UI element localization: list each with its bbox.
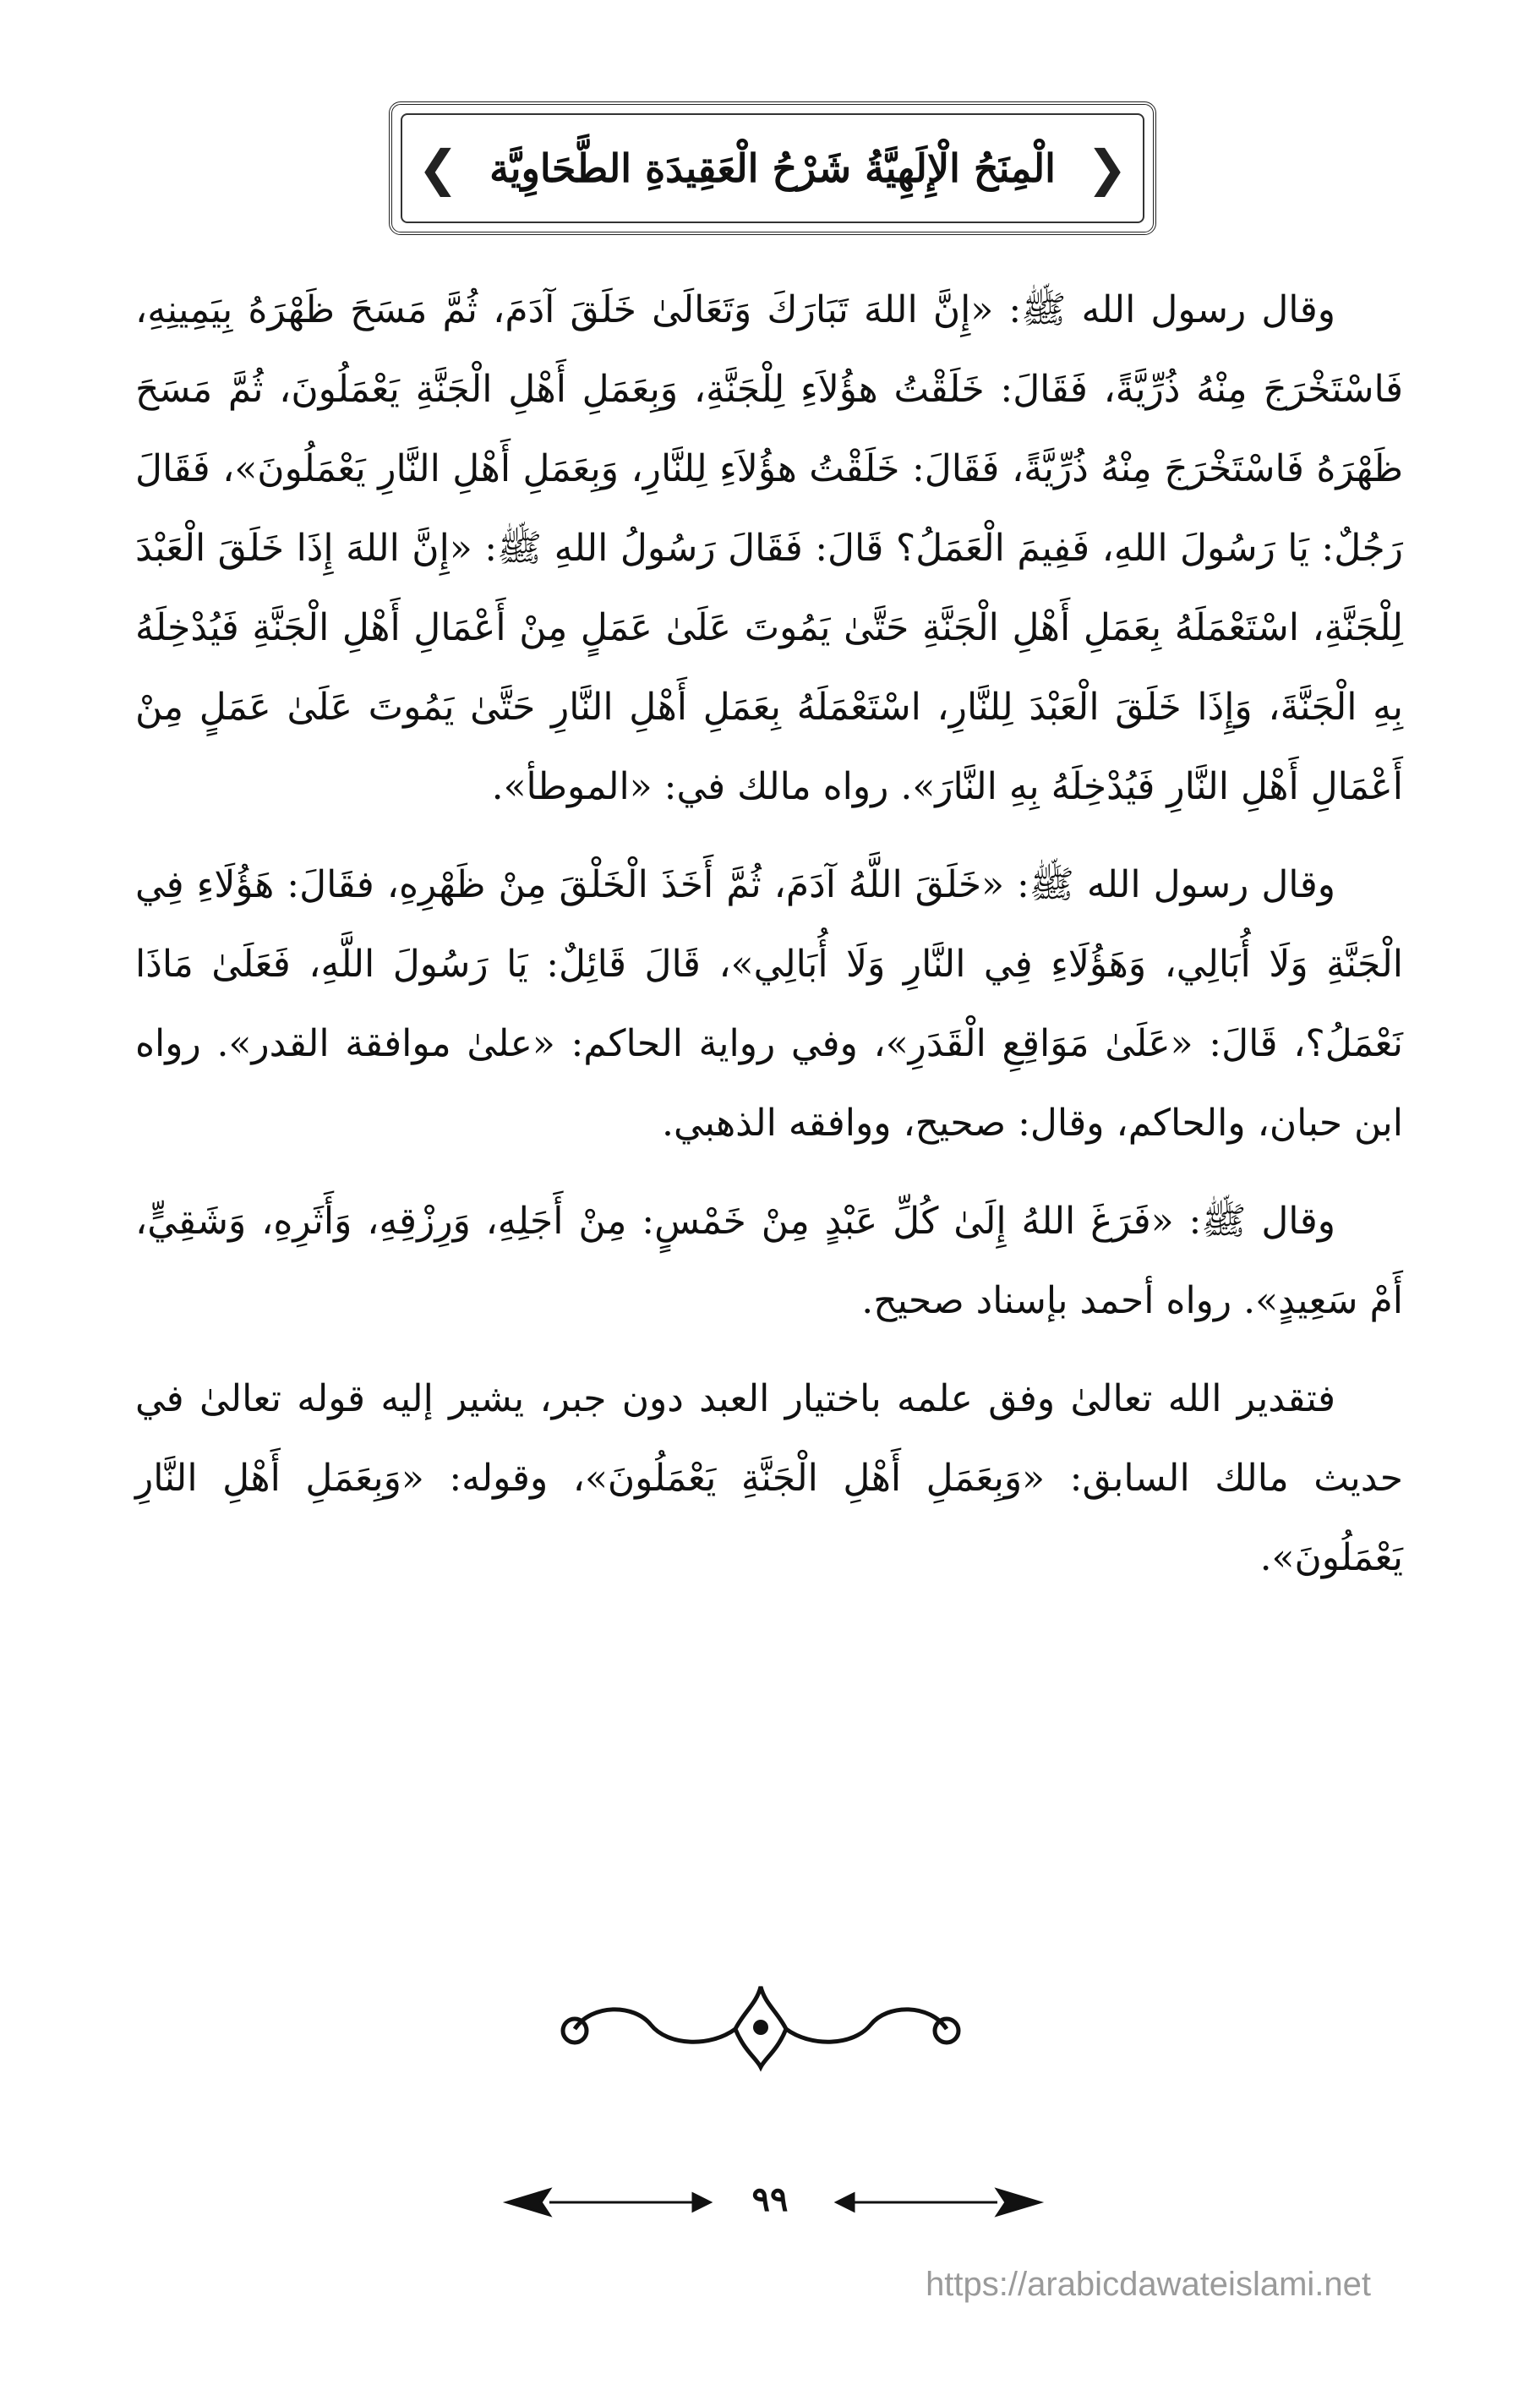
watermark-url: https://arabicdawateislami.net [926,2266,1371,2303]
paragraph-2: وقال رسول الله ﷺ: «خَلَقَ اللَّهُ آدَمَ، ثُمَّ أَخَذَ الْخَلْقَ مِنْ ظَهْرِهِ، فقَالَ: هَؤُلَاءِ فِي الْجَنَّةِ وَلَا أُبَالِي، وَهَؤُلَاءِ فِي النَّارِ وَلَا أُبَالِي»، قَالَ قَائِلٌ: يَا رَسُولَ اللَّهِ، فَعَلَىٰ مَاذَا نَعْمَلُ؟، قَالَ: «عَلَىٰ مَوَاقِعِ الْقَدَرِ»، وفي رواية الحاكم: «علىٰ موافقة القدر». رواه ابن حبان، والحاكم، وقال: صحيح، ووافقه الذهبي. [135,863,1403,1145]
paragraph-3: وقال ﷺ: «فَرَغَ اللهُ إِلَىٰ كُلِّ عَبْدٍ مِنْ خَمْسٍ: مِنْ أَجَلِهِ، وَرِزْقِهِ، وَأَثَرِهِ، وَشَقِيٍّ، أَمْ سَعِيدٍ». رواه أحمد بإسناد صحيح. [135,1200,1403,1322]
book-title: الْمِنَحُ الْإِلَهِيَّةُ شَرْحُ الْعَقِيدَةِ الطَّحَاوِيَّة [489,145,1056,191]
page-number: ٩٩ [751,2179,789,2219]
ornament-right-icon: ❯ [1086,139,1128,197]
paragraph-4: فتقدير الله تعالىٰ وفق علمه باختيار العبد دون جبر، يشير إليه قوله تعالىٰ في حديث مالك السابق: «وَبِعَمَلِ أَهْلِ الْجَنَّةِ يَعْمَلُونَ»، وقوله: «وَبِعَمَلِ أَهْلِ النَّارِ يَعْمَلُونَ». [135,1377,1403,1579]
header-frame [389,101,1156,235]
end-vignette-icon [541,1970,980,2080]
paragraph-1: وقال رسول الله ﷺ: «إِنَّ اللهَ تَبَارَكَ وَتَعَالَىٰ خَلَقَ آدَمَ، ثُمَّ مَسَحَ ظَهْرَهُ بِيَمِينِهِ، فَاسْتَخْرَجَ مِنْهُ ذُرِّيَّةً، فَقَالَ: خَلَقْتُ هؤُلاَءِ لِلْجَنَّةِ، وَبِعَمَلِ أَهْلِ الْجَنَّةِ يَعْمَلُونَ، ثُمَّ مَسَحَ ظَهْرَهُ فَاسْتَخْرَجَ مِنْهُ ذُرِّيَّةً، فَقَالَ: خَلَقْتُ هؤُلاَءِ لِلنَّارِ، وَبِعَمَلِ أَهْلِ النَّارِ يَعْمَلُونَ»، فَقَالَ رَجُلٌ: يَا رَسُولَ اللهِ، فَفِيمَ الْعَمَلُ؟ قَالَ: فَقَالَ رَسُولُ اللهِ ﷺ: «إِنَّ اللهَ إِذَا خَلَقَ الْعَبْدَ لِلْجَنَّةِ، اسْتَعْمَلَهُ بِعَمَلِ أَهْلِ الْجَنَّةِ حَتَّىٰ يَمُوتَ عَلَىٰ عَمَلٍ مِنْ أَعْمَالِ أَهْلِ الْجَنَّةِ فَيُدْخِلَهُ بِهِ الْجَنَّةَ، وَإِذَا خَلَقَ الْعَبْدَ لِلنَّارِ، اسْتَعْمَلَهُ بِعَمَلِ أَهْلِ النَّارِ حَتَّىٰ يَمُوتَ عَلَىٰ عَمَلٍ مِنْ أَعْمَالِ أَهْلِ النَّارِ فَيُدْخِلَهُ بِهِ النَّارَ». رواه مالك في: «الموطأ». [135,288,1403,808]
body-text [135,271,1403,1616]
ornament-left-icon: ❮ [418,139,459,197]
